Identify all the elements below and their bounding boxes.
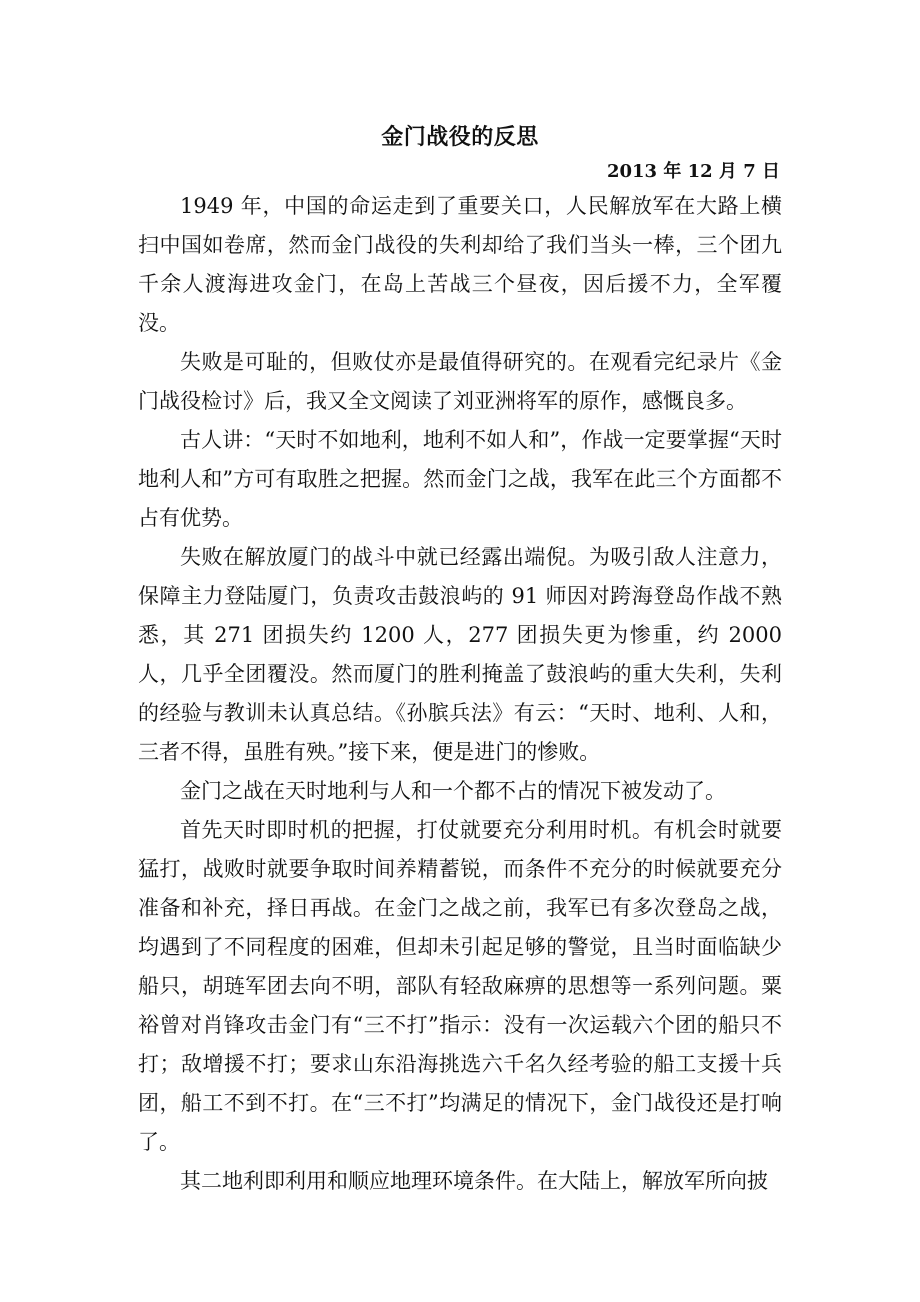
paragraph: 首先天时即时机的把握，打仗就要充分利用时机。有机会时就要猛打，战败时就要争取时间养精蓄锐，而条件不充分的时候就要充分准备和补充，择日再战。在金门之战之前，我军已有多次登岛之战，均遇到了不同程度的困难，但却未引起足够的警觉，且当时面临缺少船只，胡琏军团去向不明，部队有轻敌麻痹的思想等一系列问题。粟裕曾对肖锋攻击金门有“三不打”指示：没有一次运载六个团的船只不打；敌增援不打；要求山东沿海挑选六千名久经考验的船工支援十兵团，船工不到不打。在“三不打”均满足的情况下，金门战役还是打响了。 — [138, 818, 782, 1154]
document-date: 2013 年 12 月 7 日 — [606, 161, 780, 182]
document-body — [138, 187, 782, 1201]
paragraph: 其二地利即利用和顺应地理环境条件。在大陆上，解放军所向披 — [180, 1169, 768, 1193]
document-title: 金门战役的反思 — [381, 124, 539, 150]
paragraph: 1949 年，中国的命运走到了重要关口，人民解放军在大路上横扫中国如卷席，然而金门战役的失利却给了我们当头一棒，三个团九千余人渡海进攻金门，在岛上苦战三个昼夜，因后援不力，全军覆没。 — [138, 194, 782, 335]
paragraph: 失败是可耻的，但败仗亦是最值得研究的。在观看完纪录片《金门战役检讨》后，我又全文阅读了刘亚洲将军的原作，感慨良多。 — [138, 350, 782, 413]
paragraph: 古人讲：“天时不如地利，地利不如人和”，作战一定要掌握“天时地利人和”方可有取胜之把握。然而金门之战，我军在此三个方面都不占有优势。 — [138, 428, 782, 530]
paragraph: 失败在解放厦门的战斗中就已经露出端倪。为吸引敌人注意力，保障主力登陆厦门，负责攻击鼓浪屿的 91 师因对跨海登岛作战不熟悉，其 271 团损失约 1200 人，277 团损失更为惨重，约 2000 人，几乎全团覆没。然而厦门的胜利掩盖了鼓浪屿的重大失利，失利的经验与教训未认真总结。《孙膑兵法》有云：“天时、地利、人和，三者不得，虽胜有殃。”接下来，便是进门的惨败。 — [138, 545, 782, 764]
paragraph: 金门之战在天时地利与人和一个都不占的情况下被发动了。 — [180, 779, 726, 803]
